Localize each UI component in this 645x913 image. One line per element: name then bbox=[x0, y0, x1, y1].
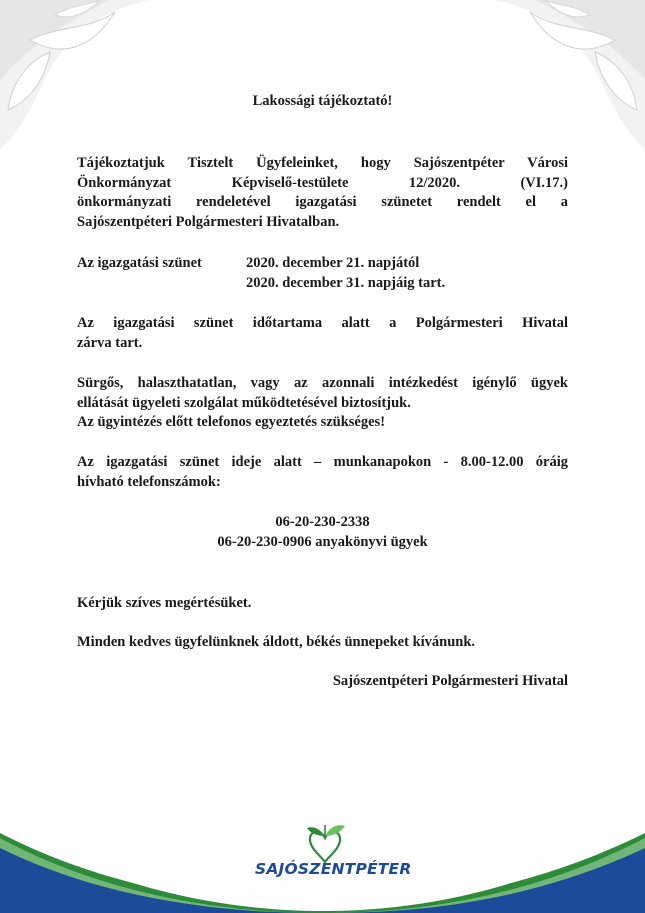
town-logo bbox=[255, 822, 412, 892]
corner-decoration-top-right bbox=[495, 0, 645, 150]
intro-paragraph bbox=[77, 154, 568, 232]
intro-line-1: Tájékoztatjuk Tisztelt Ügyfeleinket, hogy Sajószentpéter Városi bbox=[77, 155, 568, 171]
period-label: Az igazgatási szünet bbox=[77, 255, 202, 271]
urgent-line-2: ellátását ügyeleti szolgálat működtetésével biztosítjuk. bbox=[77, 394, 411, 411]
urgent-line-1: Sürgős, halaszthatatlan, vagy az azonnali intézkedést igénylő ügyek bbox=[77, 375, 568, 391]
request-text: Kérjük szíves megértésüket. bbox=[77, 595, 252, 611]
period-from: 2020. december 21. napjától bbox=[246, 255, 420, 271]
closed-line-1: Az igazgatási szünet időtartama alatt a Polgármesteri Hivatal bbox=[77, 315, 568, 331]
intro-line-3: önkormányzati rendeletével igazgatási szünetet rendelt el a bbox=[77, 194, 568, 210]
logo-text: SAJÓSZENTPÉTER bbox=[255, 860, 412, 878]
corner-decoration-top-left bbox=[0, 0, 150, 150]
urgent-paragraph bbox=[77, 374, 568, 433]
phone-number-2: 06-20-230-0906 anyakönyvi ügyek bbox=[217, 534, 428, 550]
phones-intro-paragraph bbox=[77, 453, 568, 492]
phones-intro-line-2: hívható telefonszámok: bbox=[77, 473, 221, 490]
period-to: 2020. december 31. napjáig tart. bbox=[246, 275, 446, 291]
intro-line-4: Sajószentpéteri Polgármesteri Hivatalban. bbox=[77, 213, 340, 230]
page-title: Lakossági tájékoztató! bbox=[252, 93, 393, 109]
greeting-text: Minden kedves ügyfelünknek áldott, békés ünnepeket kívánunk. bbox=[77, 634, 476, 650]
closed-line-2: zárva tart. bbox=[77, 334, 143, 351]
urgent-line-3: Az ügyintézés előtt telefonos egyeztetés szükséges! bbox=[77, 414, 386, 430]
phone-number-1: 06-20-230-2338 bbox=[275, 514, 370, 530]
phones-intro-line-1: Az igazgatási szünet ideje alatt – munkanapokon - 8.00-12.00 óráig bbox=[77, 454, 568, 470]
intro-line-2: Önkormányzat Képviselő-testülete 12/2020. (VI.17.) bbox=[77, 174, 568, 191]
closed-paragraph bbox=[77, 314, 568, 353]
signature: Sajószentpéteri Polgármesteri Hivatal bbox=[332, 673, 568, 689]
